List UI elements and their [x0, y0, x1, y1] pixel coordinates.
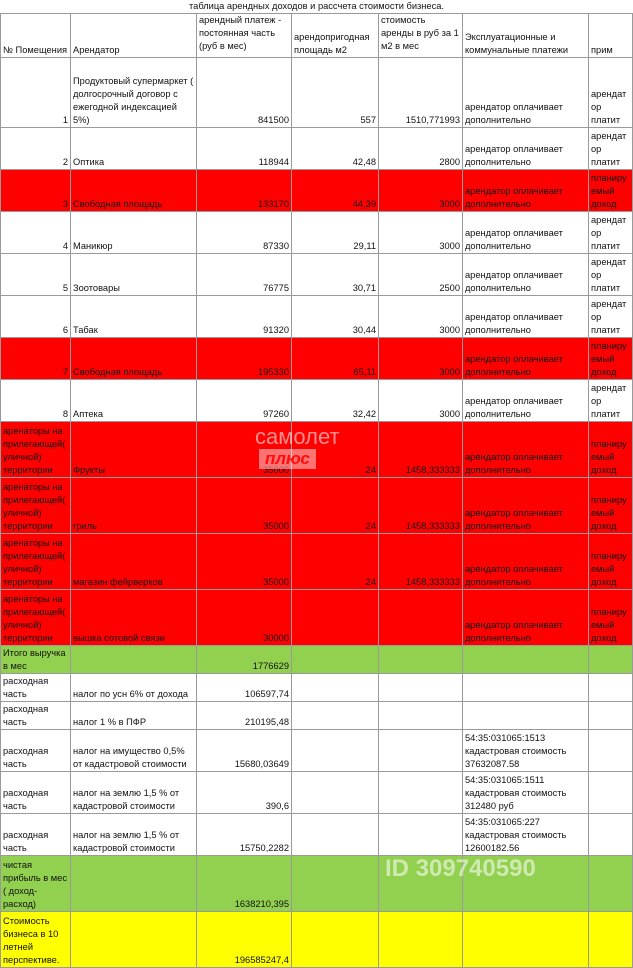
total-label: Итого выручка в мес: [1, 646, 71, 674]
table-row: [1, 590, 633, 646]
cell-num: аренаторы на прилегающей( уличной) территории: [1, 590, 71, 646]
cell-utilities: арендатор оплачивает дополнительно: [463, 380, 589, 422]
cell-rent: 35000: [197, 534, 292, 590]
cell-area: 24: [292, 422, 379, 478]
table-row: [1, 128, 633, 170]
expense-row: [1, 674, 633, 702]
cell-utilities: арендатор оплачивает дополнительно: [463, 534, 589, 590]
expense-label: расходная часть: [1, 772, 71, 814]
cell-rent: 133170: [197, 170, 292, 212]
cell-rate: 3000: [379, 170, 463, 212]
net-row: [1, 856, 633, 912]
expense-value: 15680,03649: [197, 730, 292, 772]
watermark-id: ID 309740590: [385, 855, 536, 882]
cell-note: планируемый доход: [589, 534, 633, 590]
cell-note: арендатор платит: [589, 128, 633, 170]
table-row: [1, 534, 633, 590]
cell-rate: 1458,333333: [379, 534, 463, 590]
cell-rent: 195330: [197, 338, 292, 380]
header-tenant: Арендатор: [71, 14, 197, 58]
cell-rate: 3000: [379, 338, 463, 380]
cell-utilities: арендатор оплачивает дополнительно: [463, 212, 589, 254]
cell-num: аренаторы на прилегающей( уличной) территории: [1, 478, 71, 534]
cell-note: арендатор платит: [589, 296, 633, 338]
table-row: [1, 58, 633, 128]
cell-utilities: арендатор оплачивает дополнительно: [463, 128, 589, 170]
cell-num: аренаторы на прилегающей( уличной) территории: [1, 422, 71, 478]
cell-num: 1: [1, 58, 71, 128]
cell-rent: 841500: [197, 58, 292, 128]
cell-tenant: вышка сотовой связи: [71, 590, 197, 646]
watermark-line1: самолет: [255, 424, 340, 449]
cell-rate: 3000: [379, 212, 463, 254]
cell-rate: [379, 590, 463, 646]
cell-tenant: Свободная площадь: [71, 338, 197, 380]
watermark-line2: плюс: [259, 449, 316, 469]
cell-note: арендатор платит: [589, 58, 633, 128]
cell-area: 30,71: [292, 254, 379, 296]
expense-row: [1, 730, 633, 772]
cell-area: 42,48: [292, 128, 379, 170]
cell-note: планируемый доход: [589, 590, 633, 646]
cell-rate: 2800: [379, 128, 463, 170]
cell-rent: 91320: [197, 296, 292, 338]
income-table: [0, 13, 633, 968]
cell-num: 7: [1, 338, 71, 380]
expense-row: [1, 814, 633, 856]
cell-note: планируемый доход: [589, 422, 633, 478]
cell-num: аренаторы на прилегающей( уличной) территории: [1, 534, 71, 590]
header-area: арендопригодная площадь м2: [292, 14, 379, 58]
cell-note: арендатор платит: [589, 254, 633, 296]
expense-label: расходная часть: [1, 814, 71, 856]
cell-tenant: магазин фейрверков: [71, 534, 197, 590]
cell-area: [292, 590, 379, 646]
cell-num: 5: [1, 254, 71, 296]
expense-value: 210195,48: [197, 702, 292, 730]
table-row: [1, 296, 633, 338]
cell-tenant: Свободная площадь: [71, 170, 197, 212]
cell-tenant: Маникюр: [71, 212, 197, 254]
cell-area: 24: [292, 478, 379, 534]
cell-rate: 1458,333333: [379, 478, 463, 534]
cell-note: планируемый доход: [589, 338, 633, 380]
cell-tenant: Зоотовары: [71, 254, 197, 296]
table-row: [1, 338, 633, 380]
table-title: таблица арендных доходов и рассчета стоимости бизнеса.: [189, 1, 444, 11]
cell-rent: 118944: [197, 128, 292, 170]
table-row: [1, 254, 633, 296]
cell-note: планируемый доход: [589, 478, 633, 534]
cell-utilities: арендатор оплачивает дополнительно: [463, 254, 589, 296]
expense-extra: 54:35:031065:1511 кадастровая стоимость 312480 руб: [463, 772, 589, 814]
cell-rate: 2500: [379, 254, 463, 296]
watermark-logo: [255, 425, 365, 469]
cell-utilities: арендатор оплачивает дополнительно: [463, 478, 589, 534]
cell-rent: 97260: [197, 380, 292, 422]
expense-value: 106597,74: [197, 674, 292, 702]
expense-desc: налог на землю 1,5 % от кадастровой стоимости: [71, 772, 197, 814]
cell-rate: 1510,771993: [379, 58, 463, 128]
expense-row: [1, 702, 633, 730]
table-row: [1, 380, 633, 422]
cell-area: 44,39: [292, 170, 379, 212]
total-value: 1776629: [197, 646, 292, 674]
table-row: [1, 170, 633, 212]
expense-desc: налог на имущество 0,5% от кадастровой стоимости: [71, 730, 197, 772]
cell-rent: 35000: [197, 478, 292, 534]
cell-utilities: арендатор оплачивает дополнительно: [463, 590, 589, 646]
business-row: [1, 912, 633, 968]
cell-num: 6: [1, 296, 71, 338]
expense-row: [1, 772, 633, 814]
net-label: чистая прибыль в мес ( доход-расход): [1, 856, 71, 912]
cell-rate: 1458,333333: [379, 422, 463, 478]
expense-value: 390,6: [197, 772, 292, 814]
cell-area: 557: [292, 58, 379, 128]
cell-note: арендатор платит: [589, 380, 633, 422]
header-rent: арендный платеж - постоянная часть (руб в мес): [197, 14, 292, 58]
cell-utilities: арендатор оплачивает дополнительно: [463, 58, 589, 128]
table-row: [1, 212, 633, 254]
expense-desc: налог 1 % в ПФР: [71, 702, 197, 730]
cell-rent: 87330: [197, 212, 292, 254]
cell-utilities: арендатор оплачивает дополнительно: [463, 170, 589, 212]
cell-utilities: арендатор оплачивает дополнительно: [463, 422, 589, 478]
cell-rate: 3000: [379, 380, 463, 422]
cell-num: 4: [1, 212, 71, 254]
cell-rent: 30000: [197, 590, 292, 646]
cell-area: 65,11: [292, 338, 379, 380]
cell-rate: 3000: [379, 296, 463, 338]
cell-tenant: Продуктовый супермаркет ( долгосрочный договор с ежегодной индексацией 5%): [71, 58, 197, 128]
cell-utilities: арендатор оплачивает дополнительно: [463, 338, 589, 380]
cell-rent: 76775: [197, 254, 292, 296]
cell-num: 8: [1, 380, 71, 422]
cell-area: 29,11: [292, 212, 379, 254]
cell-area: 30,44: [292, 296, 379, 338]
expense-label: расходная часть: [1, 730, 71, 772]
cell-num: 2: [1, 128, 71, 170]
net-value: 1638210,395: [197, 856, 292, 912]
cell-tenant: гриль: [71, 478, 197, 534]
header-note: прим: [589, 14, 633, 58]
cell-note: арендатор платит: [589, 212, 633, 254]
expense-desc: налог на землю 1,5 % от кадастровой стоимости: [71, 814, 197, 856]
header-utilities: Эксплуатационные и коммунальные платежи: [463, 14, 589, 58]
cell-tenant: Табак: [71, 296, 197, 338]
cell-area: 32,42: [292, 380, 379, 422]
total-row: [1, 646, 633, 674]
expense-label: расходная часть: [1, 702, 71, 730]
expense-label: расходная часть: [1, 674, 71, 702]
header-rate: стоимость аренды в руб за 1 м2 в мес: [379, 14, 463, 58]
cell-utilities: арендатор оплачивает дополнительно: [463, 296, 589, 338]
header-num: № Помещения: [1, 14, 71, 58]
cell-num: 3: [1, 170, 71, 212]
cell-tenant: Оптика: [71, 128, 197, 170]
cell-rent: 35000: [197, 422, 292, 478]
table-row: [1, 478, 633, 534]
cell-tenant: Аптека: [71, 380, 197, 422]
cell-area: 24: [292, 534, 379, 590]
header-row: [1, 14, 633, 58]
business-value: 196585247,4: [197, 912, 292, 968]
cell-note: планируемый доход: [589, 170, 633, 212]
expense-extra: 54:35:031065:227 кадастровая стоимость 12600182.56: [463, 814, 589, 856]
expense-extra: [463, 674, 589, 702]
expense-extra: [463, 702, 589, 730]
expense-desc: налог по усн 6% от дохода: [71, 674, 197, 702]
business-label: Стоимость бизнеса в 10 летней перспективе.: [1, 912, 71, 968]
expense-extra: 54:35:031065:1513 кадастровая стоимость 37632087.58: [463, 730, 589, 772]
expense-value: 15750,2282: [197, 814, 292, 856]
cell-tenant: Фрукты: [71, 422, 197, 478]
